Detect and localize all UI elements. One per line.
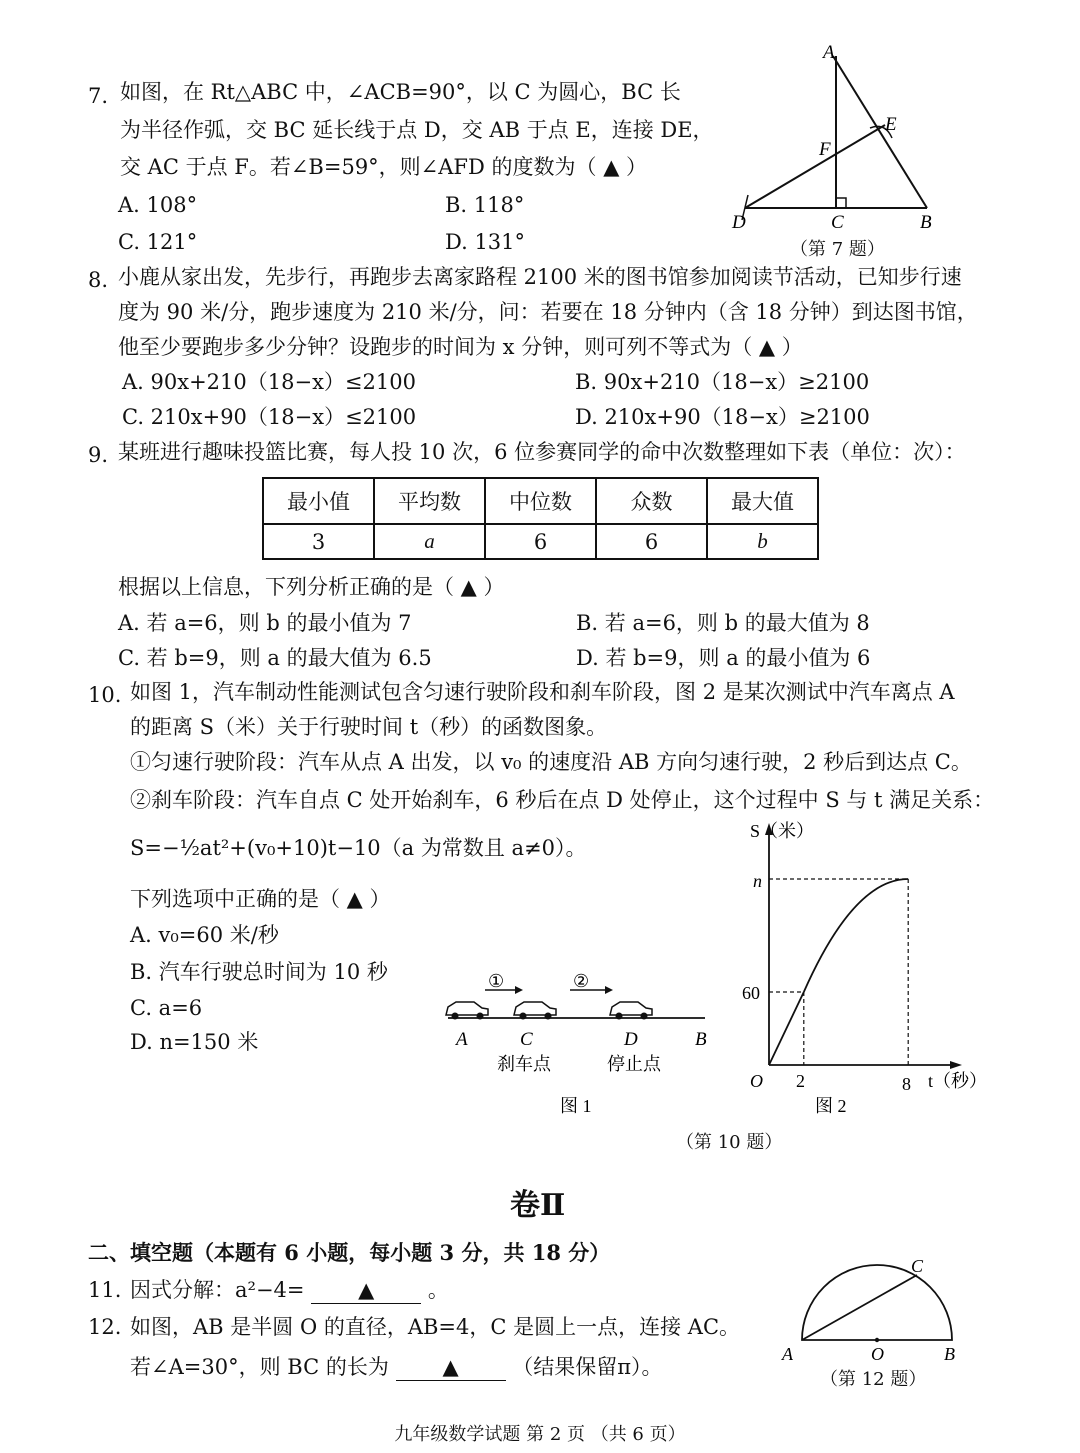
fig2-caption: 图 2 — [815, 1096, 847, 1116]
q11-answer-blank[interactable]: ▲ — [311, 1278, 421, 1304]
q12-line2 — [130, 1355, 663, 1381]
q10-option-b: B. 汽车行驶总时间为 10 秒 — [130, 960, 388, 984]
q12-label-b: B — [944, 1344, 955, 1364]
q9-option-a: A. 若 a=6，则 b 的最小值为 7 — [118, 611, 412, 635]
q7-label-c: C — [831, 212, 844, 233]
q8-text-line1: 小鹿从家出发，先步行，再跑步去离家路程 2100 米的图书馆参加阅读节活动，已知步行速 — [118, 265, 962, 289]
q10-text-line2: 的距离 S（米）关于行驶时间 t（秒）的函数图象。 — [130, 715, 608, 739]
page-footer: 九年级数学试题 第 2 页 （共 6 页） — [394, 1424, 686, 1445]
q10-question: 下列选项中正确的是（ ▲ ） — [130, 887, 391, 911]
table-header-median: 中位数 — [485, 478, 596, 524]
fig1-arrow1-label: ① — [488, 971, 505, 991]
q12-number: 12. — [88, 1315, 122, 1339]
graph-segment-uniform — [769, 992, 804, 1065]
q10-formula: S=−½at²+(v₀+10)t−10（a 为常数且 a≠0）。 — [130, 836, 587, 860]
q11-text: 因式分解：a²−4= — [130, 1278, 305, 1302]
q8-option-a: A. 90x+210（18−x）≤2100 — [122, 370, 416, 394]
q12-figure — [780, 1255, 970, 1365]
fig2-xtick-2: 2 — [796, 1071, 805, 1091]
table-header-max: 最大值 — [707, 478, 818, 524]
table-cell-mean: a — [374, 524, 485, 559]
q9-text-line1: 某班进行趣味投篮比赛，每人投 10 次，6 位参赛同学的命中次数整理如下表（单位：次）： — [118, 440, 966, 464]
fig2-ytick-60: 60 — [742, 983, 760, 1003]
q7-label-b: B — [920, 212, 932, 233]
q10-text-line1: 如图 1，汽车制动性能测试包含匀速行驶阶段和刹车阶段，图 2 是某次测试中汽车离点 A — [130, 680, 955, 704]
q7-text-line2: 为半径作弧，交 BC 延长线于点 D，交 AB 于点 E，连接 DE， — [120, 118, 714, 142]
table-cell-mode: 6 — [596, 524, 707, 559]
q7-label-a: A — [823, 42, 835, 63]
q8-text-line3: 他至少要跑步多少分钟？设跑步的时间为 x 分钟，则可列不等式为（ ▲ ） — [118, 335, 803, 359]
fig1-label-d: D — [624, 1029, 638, 1050]
q7-option-c: C. 121° — [118, 230, 198, 254]
q12-text-post: （结果保留π）。 — [512, 1355, 663, 1379]
q12-label-o: O — [871, 1344, 884, 1364]
q10-stage1: ①匀速行驶阶段：汽车从点 A 出发，以 v₀ 的速度沿 AB 方向匀速行驶，2 秒后到达点 C。 — [130, 750, 972, 774]
q8-number: 8. — [88, 268, 109, 292]
section-title: 卷Ⅱ — [510, 1188, 566, 1223]
q10-option-c: C. a=6 — [130, 996, 203, 1020]
car-at-a-icon — [446, 1002, 488, 1020]
q7-label-d: D — [732, 212, 746, 233]
q8-option-b: B. 90x+210（18−x）≥2100 — [575, 370, 870, 394]
q7-option-a: A. 108° — [118, 193, 198, 217]
q12-label-a: A — [782, 1344, 793, 1364]
q7-text-line1: 如图，在 Rt△ABC 中，∠ACB=90°，以 C 为圆心，BC 长 — [120, 80, 681, 104]
car-at-c-icon — [514, 1002, 556, 1020]
table-header-min: 最小值 — [263, 478, 374, 524]
fig1-arrow2-label: ② — [573, 971, 590, 991]
q12-answer-blank[interactable]: ▲ — [396, 1355, 506, 1381]
q8-option-d: D. 210x+90（18−x）≥2100 — [575, 405, 870, 429]
q9-option-d: D. 若 b=9，则 a 的最小值为 6 — [576, 646, 871, 670]
q7-figure — [720, 40, 960, 240]
q7-figure-caption: （第 7 题） — [790, 239, 885, 260]
q11-end: 。 — [427, 1278, 449, 1302]
fig1-stop-point: 停止点 — [607, 1054, 661, 1074]
q8-text-line2: 度为 90 米/分，跑步速度为 210 米/分，问：若要在 18 分钟内（含 18 分钟）到达图书馆， — [118, 300, 978, 324]
fig1-label-a: A — [456, 1029, 468, 1050]
fig1-brake-point: 刹车点 — [497, 1054, 551, 1074]
q7-text-line3: 交 AC 于点 F。若∠B=59°，则∠AFD 的度数为（ ▲ ） — [120, 155, 648, 179]
q7-label-f: F — [819, 139, 831, 160]
q9-option-b: B. 若 a=6，则 b 的最大值为 8 — [576, 611, 870, 635]
q12-figure-caption: （第 12 题） — [820, 1369, 927, 1390]
table-cell-max: b — [707, 524, 818, 559]
table-header-mode: 众数 — [596, 478, 707, 524]
fig2-x-label: t（秒） — [928, 1071, 988, 1091]
section-heading: 二、填空题（本题有 6 小题，每小题 3 分，共 18 分） — [88, 1240, 611, 1265]
q10-option-d: D. n=150 米 — [130, 1030, 259, 1054]
q8-option-c: C. 210x+90（18−x）≤2100 — [122, 405, 417, 429]
fig2-ytick-n: n — [753, 871, 762, 891]
q7-label-e: E — [885, 114, 897, 135]
q7-option-d: D. 131° — [445, 230, 526, 254]
fig2-y-label: S（米） — [750, 821, 815, 841]
q11-number: 11. — [88, 1278, 122, 1302]
table-cell-median: 6 — [485, 524, 596, 559]
q7-number: 7. — [88, 84, 109, 108]
q11-line — [130, 1278, 449, 1304]
q10-number: 10. — [88, 683, 122, 707]
car-at-d-icon — [610, 1002, 652, 1020]
q9-option-c: C. 若 b=9，则 a 的最大值为 6.5 — [118, 646, 432, 670]
graph-curve-braking — [804, 879, 908, 992]
q10-figure1 — [440, 965, 730, 1125]
q9-stats-table — [262, 477, 819, 560]
q12-label-c: C — [911, 1256, 924, 1276]
fig1-caption: 图 1 — [560, 1096, 592, 1116]
q10-stage2: ②刹车阶段：汽车自点 C 处开始刹车，6 秒后在点 D 处停止，这个过程中 S 与 t 满足关系： — [130, 788, 995, 812]
q9-number: 9. — [88, 443, 109, 467]
q9-question: 根据以上信息，下列分析正确的是（ ▲ ） — [118, 575, 505, 599]
q12-text-pre: 若∠A=30°，则 BC 的长为 — [130, 1355, 389, 1379]
q7-option-b: B. 118° — [445, 193, 525, 217]
fig1-label-c: C — [520, 1029, 533, 1050]
fig2-xtick-8: 8 — [902, 1074, 911, 1094]
fig1-label-b: B — [695, 1029, 707, 1050]
q10-option-a: A. v₀=60 米/秒 — [130, 923, 279, 947]
table-header-mean: 平均数 — [374, 478, 485, 524]
table-cell-min: 3 — [263, 524, 374, 559]
q10-figure-caption: （第 10 题） — [676, 1132, 783, 1153]
q10-figure2 — [740, 815, 990, 1120]
q12-text-line1: 如图，AB 是半圆 O 的直径，AB=4，C 是圆上一点，连接 AC。 — [130, 1315, 741, 1339]
fig2-origin: O — [750, 1071, 763, 1091]
